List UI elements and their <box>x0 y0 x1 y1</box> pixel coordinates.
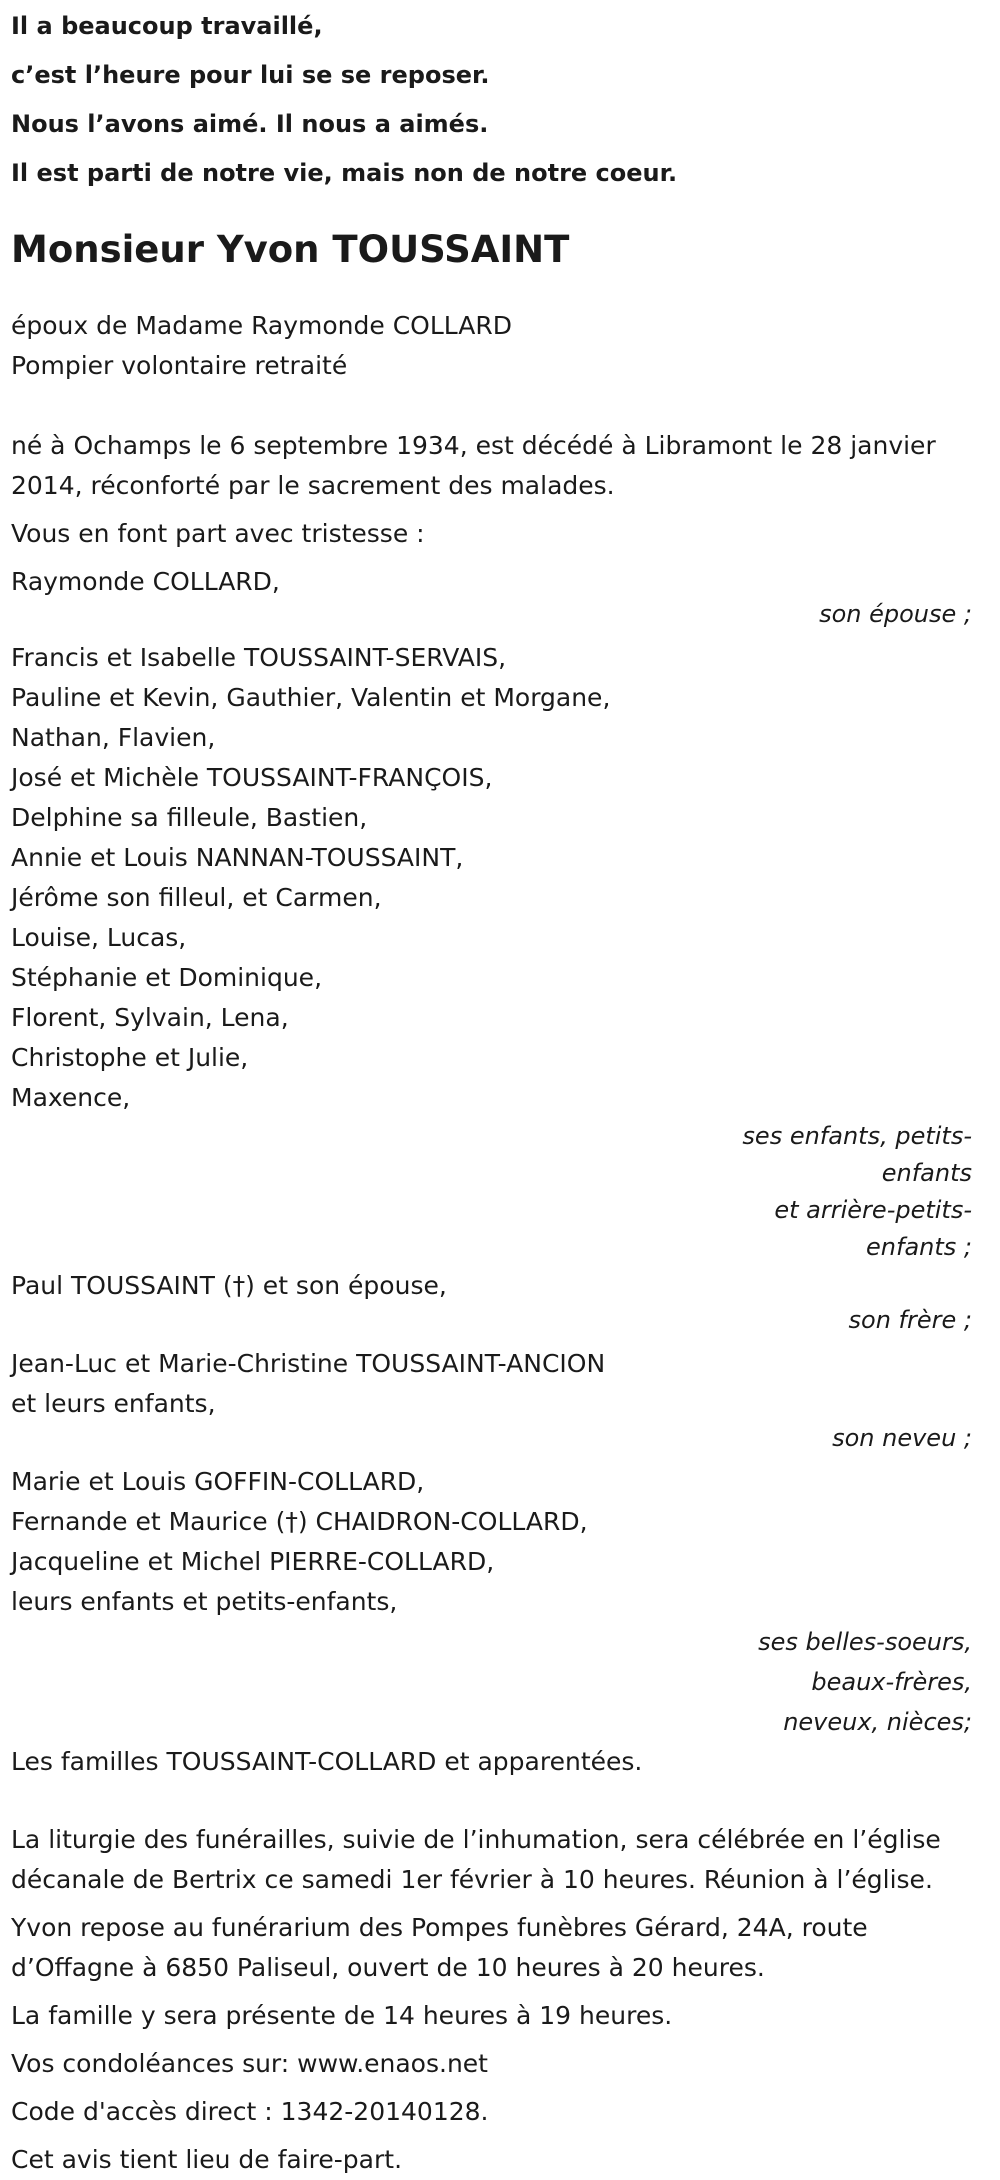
rest-info: Yvon repose au funérarium des Pompes funèbres Gérard, 24A, route d’Offagne à 6850 Paliseul, ouvert de 10 heures à 20 heures. <box>11 1913 868 1982</box>
member-line: Pauline et Kevin, Gauthier, Valentin et Morgane, <box>11 683 611 712</box>
member-line: José et Michèle TOUSSAINT-FRANÇOIS, <box>11 763 493 792</box>
member-line: Nathan, Flavien, <box>11 723 216 752</box>
member-line: Jacqueline et Michel PIERRE-COLLARD, <box>11 1547 495 1576</box>
presence-info: La famille y sera présente de 14 heures à 19 heures. <box>11 2001 673 2030</box>
verse <box>11 0 989 198</box>
family-group <box>11 1344 989 1458</box>
access-code: Code d'accès direct : 1342-20140128. <box>11 2097 489 2126</box>
member-line: Jérôme son filleul, et Carmen, <box>11 883 382 912</box>
member-line: Marie et Louis GOFFIN-COLLARD, <box>11 1467 425 1496</box>
spouse-line: époux de Madame Raymonde COLLARD <box>11 311 513 340</box>
deceased-name: Monsieur Yvon TOUSSAINT <box>11 228 570 271</box>
relation: et arrière-petits-enfants ; <box>774 1196 972 1261</box>
notice-line: Cet avis tient lieu de faire-part. <box>11 2145 403 2174</box>
funeral-info: La liturgie des funérailles, suivie de l’inhumation, sera célébrée en l’église décanale de Bertrix ce samedi 1er février à 10 heures. Réunion à l’église. <box>11 1825 941 1894</box>
member-line: Paul TOUSSAINT (†) et son épouse, <box>11 1271 447 1300</box>
relation: beaux-frères, <box>811 1668 972 1696</box>
member-line: Maxence, <box>11 1083 131 1112</box>
family-group <box>11 1266 989 1340</box>
member-line: Annie et Louis NANNAN-TOUSSAINT, <box>11 843 464 872</box>
member-line: Fernande et Maurice (†) CHAIDRON-COLLARD, <box>11 1507 588 1536</box>
member-line: leurs enfants et petits-enfants, <box>11 1587 398 1616</box>
families-line: Les familles TOUSSAINT-COLLARD et apparentées. <box>11 1747 643 1776</box>
verse-line: Nous l’avons aimé. Il nous a aimés. <box>11 110 489 138</box>
relation-block <box>11 1622 989 1742</box>
relation-block <box>729 1118 989 1266</box>
relation: ses enfants, petits-enfants <box>742 1122 972 1187</box>
relation: neveux, nièces; <box>783 1708 972 1736</box>
announce: Vous en font part avec tristesse : <box>11 519 425 548</box>
member-line: Florent, Sylvain, Lena, <box>11 1003 289 1032</box>
member-line: Stéphanie et Dominique, <box>11 963 323 992</box>
member-line: Jean-Luc et Marie-Christine TOUSSAINT-ANCION <box>11 1349 606 1378</box>
member-line: et leurs enfants, <box>11 1389 216 1418</box>
relation: ses belles-soeurs, <box>758 1628 972 1656</box>
verse-line: Il a beaucoup travaillé, <box>11 12 323 40</box>
family-group <box>11 638 989 1266</box>
relation: son épouse ; <box>819 600 972 628</box>
member-line: Delphine sa filleule, Bastien, <box>11 803 368 832</box>
member-line: Louise, Lucas, <box>11 923 187 952</box>
family-group <box>11 1462 989 1742</box>
family-group <box>11 562 989 634</box>
relation: son frère ; <box>848 1306 972 1334</box>
birth-death: né à Ochamps le 6 septembre 1934, est décédé à Libramont le 28 janvier 2014, réconforté par le sacrement des malades. <box>11 431 936 500</box>
occupation: Pompier volontaire retraité <box>11 351 348 380</box>
condolences-line: Vos condoléances sur: www.enaos.net <box>11 2049 488 2078</box>
relation: son neveu ; <box>832 1424 972 1452</box>
member-line: Francis et Isabelle TOUSSAINT-SERVAIS, <box>11 643 507 672</box>
verse-line: Il est parti de notre vie, mais non de notre coeur. <box>11 159 678 187</box>
member-line: Raymonde COLLARD, <box>11 567 280 596</box>
member-line: Christophe et Julie, <box>11 1043 249 1072</box>
verse-line: c’est l’heure pour lui se se reposer. <box>11 61 490 89</box>
